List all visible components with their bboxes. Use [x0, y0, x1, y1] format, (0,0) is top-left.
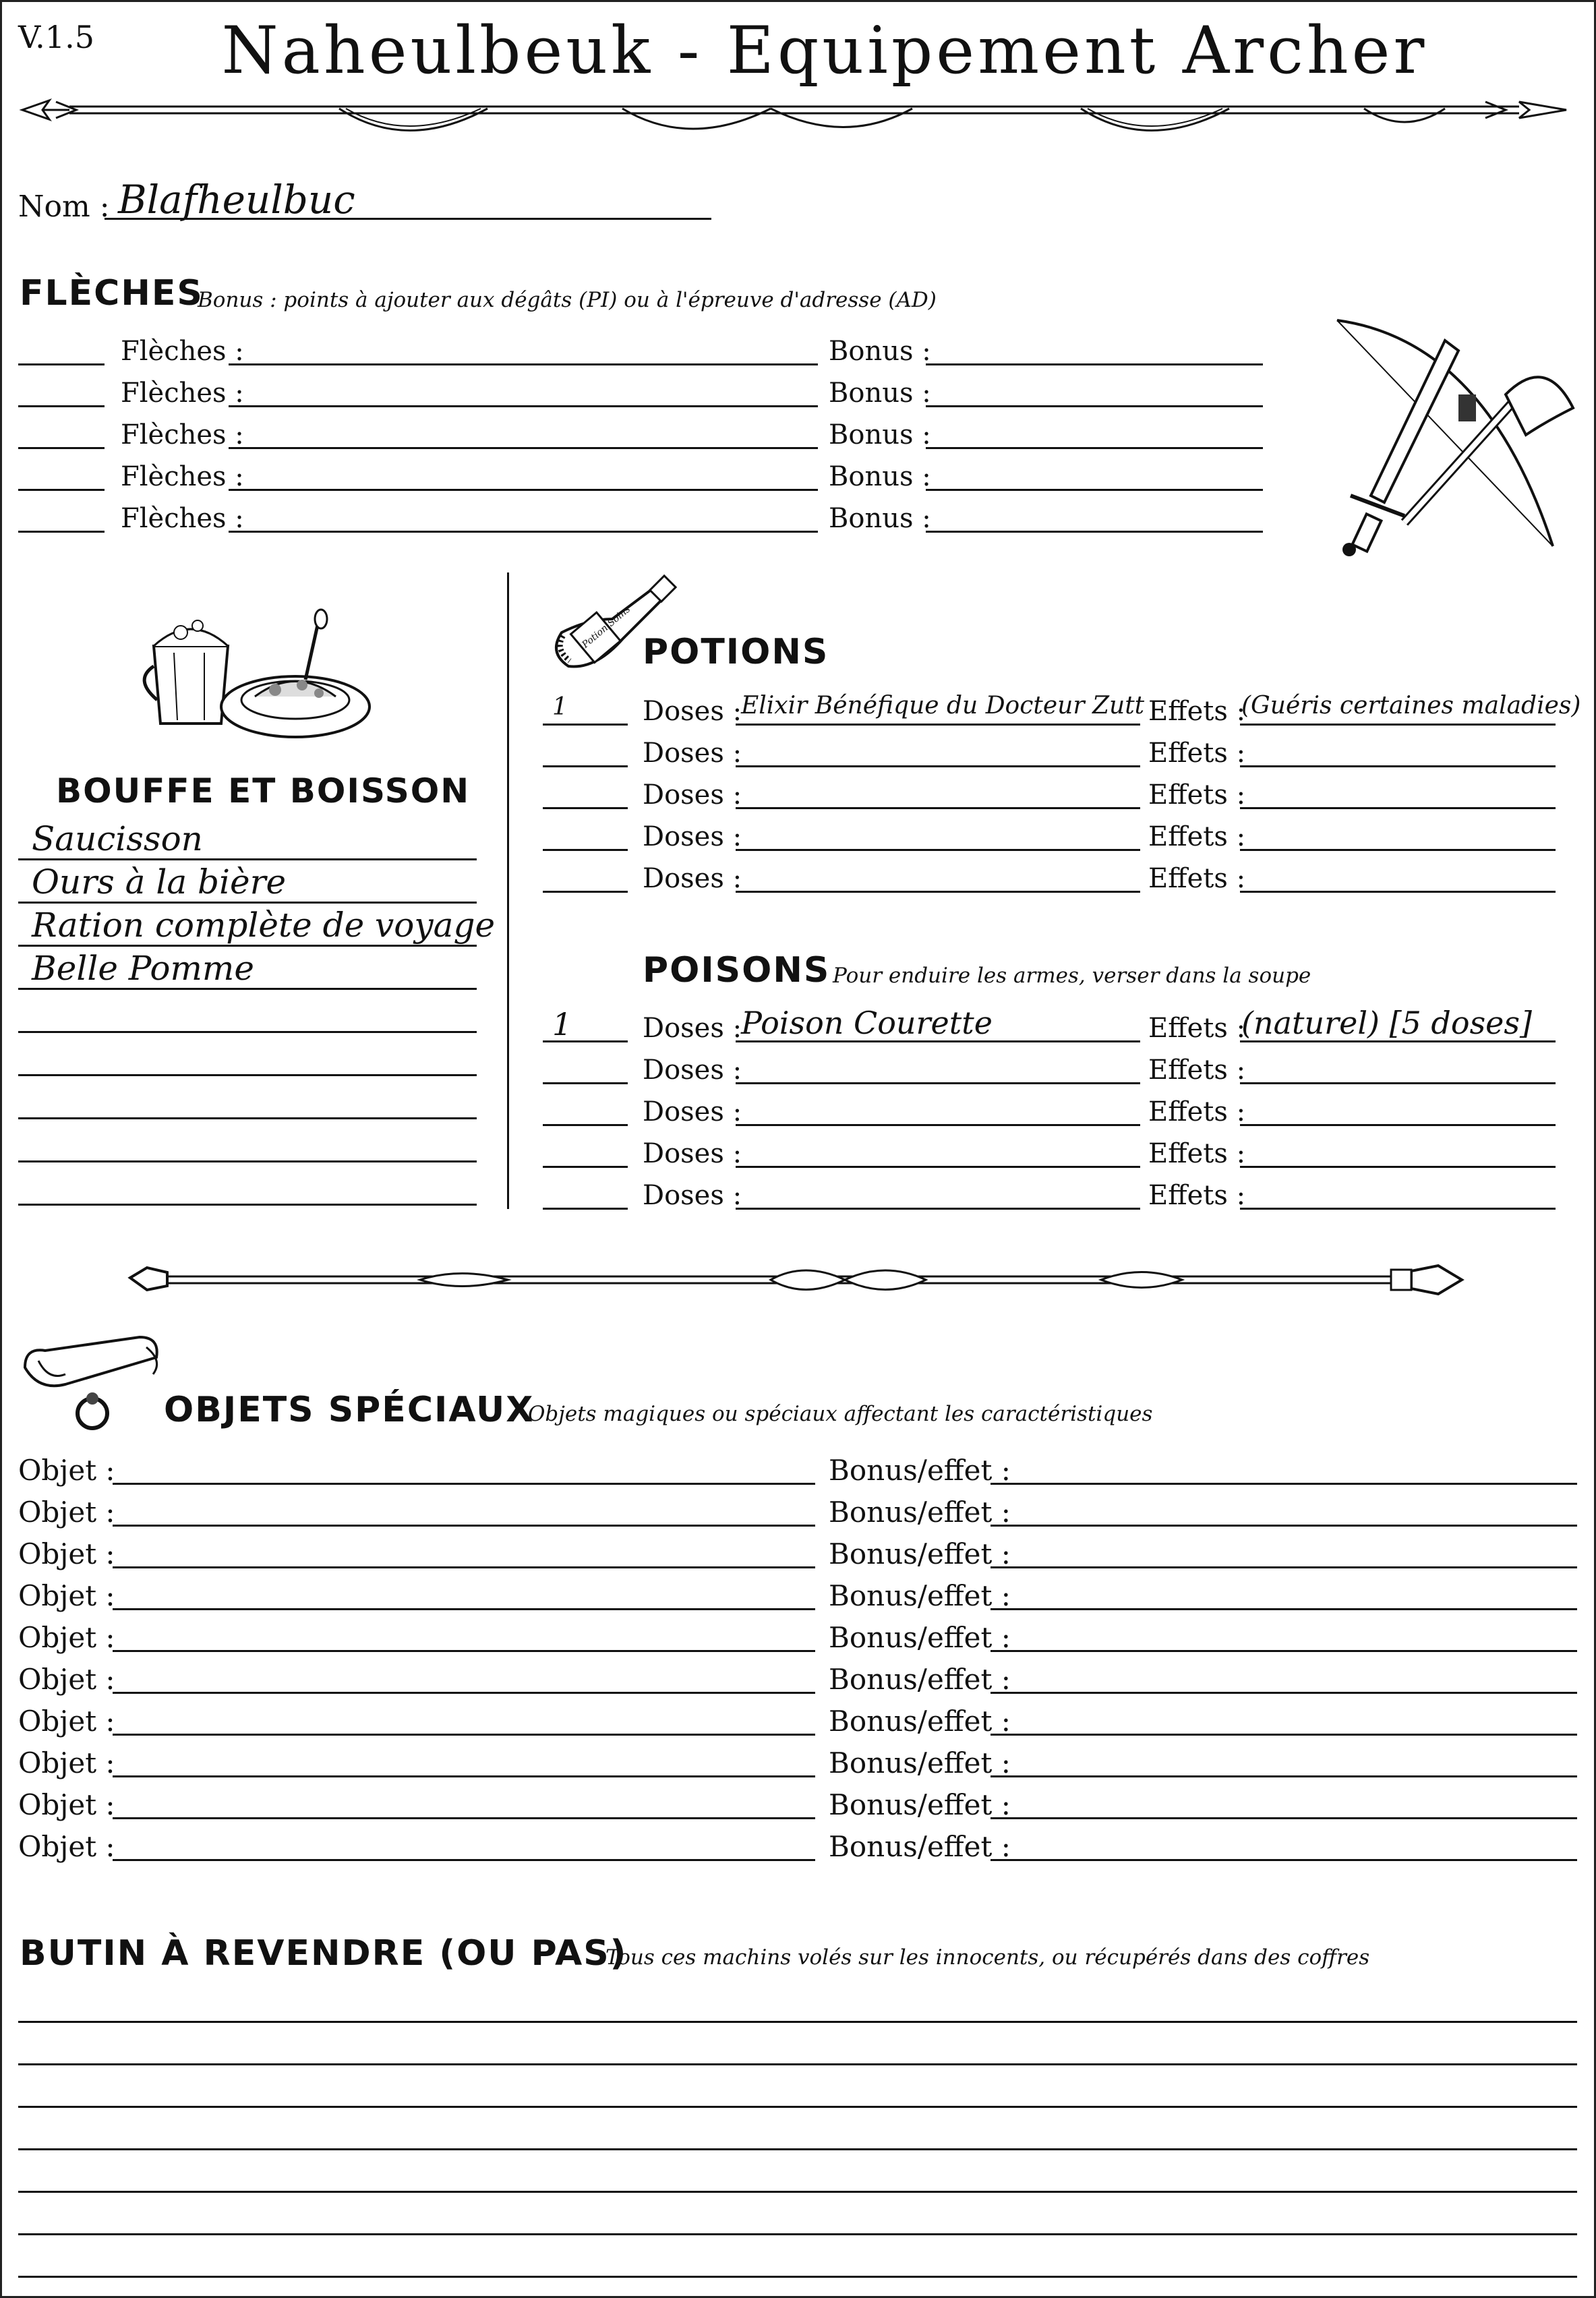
objet-bonus-label: Bonus/effet :	[829, 1705, 1011, 1738]
column-divider	[507, 572, 509, 1209]
butin-line[interactable]	[18, 2106, 1577, 2108]
bouffe-line[interactable]	[18, 1117, 477, 1119]
fleches-label: Flèches :	[121, 503, 244, 534]
fleches-bonus-line[interactable]	[926, 363, 1263, 365]
fleches-quantity-line[interactable]	[18, 405, 105, 407]
fleches-bonus-line[interactable]	[926, 405, 1263, 407]
food-and-drink-icon	[140, 606, 370, 740]
poisons-subtitle: Pour enduire les armes, verser dans la soupe	[833, 964, 1311, 988]
potions-name-line[interactable]	[736, 849, 1140, 851]
bouffe-item[interactable]: Belle Pomme	[32, 949, 254, 988]
objet-bonus-line[interactable]	[991, 1650, 1577, 1652]
fleches-subtitle: Bonus : points à ajouter aux dégâts (PI) ou à l'épreuve d'adresse (AD)	[198, 288, 937, 312]
bouffe-line[interactable]	[18, 1204, 477, 1206]
objet-bonus-label: Bonus/effet :	[829, 1663, 1011, 1696]
butin-heading: BUTIN À REVENDRE (OU PAS)	[20, 1933, 628, 1974]
name-underline	[105, 218, 711, 220]
poisons-effets-line[interactable]	[1240, 1082, 1556, 1084]
scroll-and-ring-icon	[18, 1334, 167, 1435]
fleches-name-line[interactable]	[229, 363, 818, 365]
poisons-quantity-line[interactable]	[543, 1166, 628, 1168]
potions-effets-label: Effets :	[1148, 696, 1246, 727]
fleches-quantity-line[interactable]	[18, 531, 105, 533]
potions-effets-line[interactable]	[1240, 849, 1556, 851]
fleches-label: Flèches :	[121, 461, 244, 492]
objet-bonus-line[interactable]	[991, 1817, 1577, 1819]
poisons-doses-label: Doses :	[643, 1096, 742, 1127]
potion-bottle-label: Potion Soins	[580, 603, 633, 651]
objet-bonus-label: Bonus/effet :	[829, 1454, 1011, 1487]
poisons-effets-line[interactable]	[1240, 1208, 1556, 1210]
objet-bonus-line[interactable]	[991, 1775, 1577, 1777]
fleches-bonus-label: Bonus :	[829, 378, 931, 409]
objet-bonus-label: Bonus/effet :	[829, 1788, 1011, 1821]
version-label: V.1.5	[18, 19, 94, 55]
objet-bonus-label: Bonus/effet :	[829, 1746, 1011, 1779]
poisons-effets-line[interactable]	[1240, 1166, 1556, 1168]
poisons-doses-label: Doses :	[643, 1138, 742, 1169]
objet-name-line[interactable]	[113, 1734, 815, 1736]
objet-bonus-line[interactable]	[991, 1608, 1577, 1610]
fleches-bonus-label: Bonus :	[829, 419, 931, 450]
potions-heading: POTIONS	[643, 632, 829, 672]
bouffe-item[interactable]: Saucisson	[32, 819, 203, 858]
objet-bonus-line[interactable]	[991, 1859, 1577, 1861]
potions-quantity[interactable]: 1	[552, 693, 568, 721]
butin-line[interactable]	[18, 2021, 1577, 2023]
objets-heading: OBJETS SPÉCIAUX	[164, 1390, 535, 1430]
fleches-bonus-label: Bonus :	[829, 503, 931, 534]
objet-label: Objet :	[18, 1537, 115, 1570]
bouffe-line[interactable]	[18, 1031, 477, 1033]
potions-doses-label: Doses :	[643, 738, 742, 769]
name-label: Nom :	[18, 189, 110, 224]
potions-doses-label: Doses :	[643, 821, 742, 852]
poisons-quantity-line[interactable]	[543, 1124, 628, 1126]
name-value[interactable]: Blafheulbuc	[118, 177, 355, 223]
bouffe-item[interactable]: Ration complète de voyage	[32, 906, 496, 945]
poisons-heading: POISONS	[643, 950, 831, 991]
fleches-bonus-line[interactable]	[926, 531, 1263, 533]
objet-name-line[interactable]	[113, 1525, 815, 1527]
potions-doses-label: Doses :	[643, 696, 742, 727]
potions-doses-label: Doses :	[643, 779, 742, 811]
objet-bonus-label: Bonus/effet :	[829, 1579, 1011, 1612]
potions-quantity-line[interactable]	[543, 807, 628, 809]
objet-name-line[interactable]	[113, 1692, 815, 1694]
fleches-quantity-line[interactable]	[18, 489, 105, 491]
poisons-effets-label: Effets :	[1148, 1055, 1246, 1086]
potions-name[interactable]: Elixir Bénéfique du Docteur Zutt	[741, 692, 1145, 719]
poisons-effets-line[interactable]	[1240, 1124, 1556, 1126]
fleches-label: Flèches :	[121, 336, 244, 367]
fleches-name-line[interactable]	[229, 531, 818, 533]
objet-bonus-label: Bonus/effet :	[829, 1621, 1011, 1654]
poisons-quantity-line[interactable]	[543, 1208, 628, 1210]
potions-effets-label: Effets :	[1148, 738, 1246, 769]
objet-name-line[interactable]	[113, 1775, 815, 1777]
fleches-name-line[interactable]	[229, 405, 818, 407]
butin-line[interactable]	[18, 2063, 1577, 2065]
objet-name-line[interactable]	[113, 1608, 815, 1610]
objet-bonus-line[interactable]	[991, 1734, 1577, 1736]
fleches-quantity-line[interactable]	[18, 447, 105, 449]
fleches-heading: FLÈCHES	[20, 273, 204, 314]
arrow-ornament-icon	[16, 82, 1580, 156]
fleches-bonus-label: Bonus :	[829, 461, 931, 492]
fleches-bonus-line[interactable]	[926, 489, 1263, 491]
butin-subtitle: Tous ces machins volés sur les innocents, ou récupérés dans des coffres	[605, 1945, 1370, 1970]
butin-line[interactable]	[18, 2233, 1577, 2235]
objet-label: Objet :	[18, 1746, 115, 1779]
potions-quantity-line[interactable]	[543, 849, 628, 851]
bouffe-item[interactable]: Ours à la bière	[32, 862, 287, 902]
objet-bonus-line[interactable]	[991, 1525, 1577, 1527]
objet-name-line[interactable]	[113, 1650, 815, 1652]
butin-line[interactable]	[18, 2191, 1577, 2193]
fleches-label: Flèches :	[121, 419, 244, 450]
butin-line[interactable]	[18, 2148, 1577, 2150]
potions-effets[interactable]: (Guéris certaines maladies)	[1241, 692, 1581, 719]
fleches-name-line[interactable]	[229, 447, 818, 449]
staff-ornament-icon	[130, 1258, 1465, 1305]
potions-quantity-line[interactable]	[543, 765, 628, 767]
objet-bonus-line[interactable]	[991, 1566, 1577, 1568]
objet-label: Objet :	[18, 1830, 115, 1863]
objet-label: Objet :	[18, 1496, 115, 1529]
poisons-effets-label: Effets :	[1148, 1180, 1246, 1211]
potions-effets-label: Effets :	[1148, 779, 1246, 811]
fleches-quantity-line[interactable]	[18, 363, 105, 365]
objet-name-line[interactable]	[113, 1859, 815, 1861]
objets-subtitle: Objets magiques ou spéciaux affectant les caractéristiques	[528, 1402, 1153, 1426]
potions-effets-line[interactable]	[1240, 891, 1556, 893]
potions-quantity-line[interactable]	[543, 891, 628, 893]
objet-bonus-label: Bonus/effet :	[829, 1830, 1011, 1863]
poisons-name-line[interactable]	[736, 1208, 1140, 1210]
objet-label: Objet :	[18, 1579, 115, 1612]
butin-line[interactable]	[18, 2276, 1577, 2278]
poisons-effets-label: Effets :	[1148, 1096, 1246, 1127]
potions-name-line[interactable]	[736, 765, 1140, 767]
poisons-effets[interactable]: (naturel) [5 doses]	[1241, 1005, 1532, 1041]
objet-label: Objet :	[18, 1788, 115, 1821]
poisons-doses-label: Doses :	[643, 1180, 742, 1211]
objet-label: Objet :	[18, 1663, 115, 1696]
sheet-title: Naheulbeuk - Equipement Archer	[221, 13, 1428, 88]
poisons-doses-label: Doses :	[643, 1013, 742, 1044]
poisons-effets-label: Effets :	[1148, 1013, 1246, 1044]
fleches-name-line[interactable]	[229, 489, 818, 491]
poisons-name-line[interactable]	[736, 1124, 1140, 1126]
objet-name-line[interactable]	[113, 1483, 815, 1485]
fleches-bonus-label: Bonus :	[829, 336, 931, 367]
fleches-bonus-line[interactable]	[926, 447, 1263, 449]
objet-bonus-label: Bonus/effet :	[829, 1537, 1011, 1570]
objet-label: Objet :	[18, 1705, 115, 1738]
fleches-label: Flèches :	[121, 378, 244, 409]
objet-name-line[interactable]	[113, 1817, 815, 1819]
bouffe-line[interactable]	[18, 1074, 477, 1076]
poisons-name[interactable]: Poison Courette	[741, 1005, 993, 1041]
crossed-weapons-icon	[1324, 314, 1580, 556]
objet-name-line[interactable]	[113, 1566, 815, 1568]
potions-doses-label: Doses :	[643, 863, 742, 894]
potions-effets-label: Effets :	[1148, 821, 1246, 852]
poisons-name-line[interactable]	[736, 1082, 1140, 1084]
poisons-quantity[interactable]: 1	[552, 1006, 572, 1042]
potions-effets-label: Effets :	[1148, 863, 1246, 894]
potions-name-line[interactable]	[736, 807, 1140, 809]
poisons-quantity-line[interactable]	[543, 1082, 628, 1084]
objet-label: Objet :	[18, 1621, 115, 1654]
poisons-name-line[interactable]	[736, 1166, 1140, 1168]
bouffe-line[interactable]	[18, 1160, 477, 1162]
poisons-effets-label: Effets :	[1148, 1138, 1246, 1169]
objet-label: Objet :	[18, 1454, 115, 1487]
objet-bonus-line[interactable]	[991, 1692, 1577, 1694]
bouffe-heading: BOUFFE ET BOISSON	[56, 771, 471, 811]
potions-effets-line[interactable]	[1240, 765, 1556, 767]
objet-bonus-label: Bonus/effet :	[829, 1496, 1011, 1529]
potions-effets-line[interactable]	[1240, 807, 1556, 809]
objet-bonus-line[interactable]	[991, 1483, 1577, 1485]
potions-name-line[interactable]	[736, 891, 1140, 893]
poisons-doses-label: Doses :	[643, 1055, 742, 1086]
